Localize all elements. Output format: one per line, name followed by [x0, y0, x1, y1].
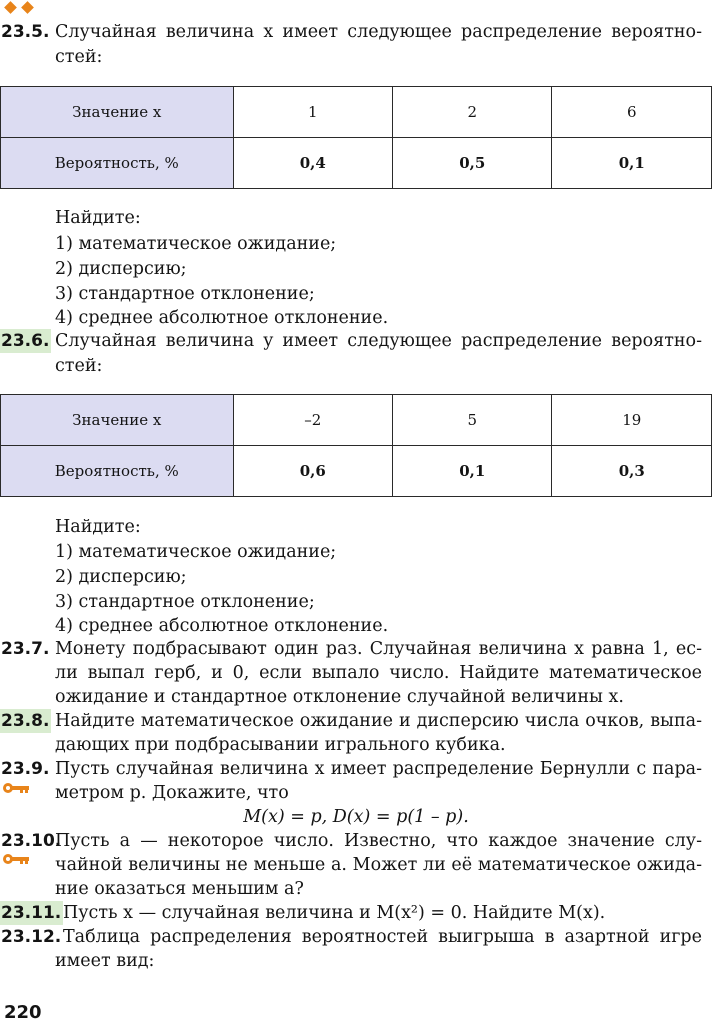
problem-text: Случайная величина x имеет следующее распределение вероятно-	[55, 22, 702, 42]
table-cell: –2	[233, 395, 392, 446]
problem-text: стей:	[55, 47, 103, 67]
table-cell: 0,1	[393, 446, 552, 497]
problem-text: Случайная величина y имеет следующее распределение вероятно-	[55, 331, 702, 351]
list-item: 3) стандартное отклонение;	[55, 592, 315, 612]
table-cell: 0,4	[233, 138, 392, 189]
problem-text: Пусть a — некоторое число. Известно, что каждое значение слу-	[55, 831, 702, 851]
problem-text: метром p. Докажите, что	[55, 783, 289, 803]
find-label: Найдите:	[55, 517, 141, 537]
problem-text: ли выпал герб, и 0, если выпало число. Найдите математическое	[55, 663, 702, 683]
table-cell: 19	[552, 395, 712, 446]
problem-number: 23.6.	[1, 331, 50, 351]
problem-number: 23.5.	[1, 22, 50, 42]
problem-number: 23.7.	[1, 639, 50, 659]
list-item: 1) математическое ожидание;	[55, 234, 337, 254]
table-header-probability: Вероятность, %	[1, 138, 234, 189]
problem-text: Таблица распределения вероятностей выигрыша в азартной игре	[63, 927, 702, 947]
diamond-icon	[4, 1, 17, 14]
table-header-probability: Вероятность, %	[1, 446, 234, 497]
list-item: 4) среднее абсолютное отклонение.	[55, 616, 389, 636]
formula: M(x) = p, D(x) = p(1 – p).	[243, 807, 469, 827]
decorative-diamonds	[2, 1, 42, 15]
problem-text: дающих при подбрасывании игрального кубика.	[55, 735, 506, 755]
table-cell: 0,1	[552, 138, 712, 189]
problem-text: Найдите математическое ожидание и дисперсию числа очков, выпа-	[55, 711, 702, 731]
problem-number: 23.11.	[1, 903, 62, 923]
table-header-value: Значение x	[1, 395, 234, 446]
page-number: 220	[4, 1002, 42, 1023]
key-icon	[2, 782, 30, 794]
problem-number: 23.10.	[1, 831, 62, 851]
problem-text: Пусть случайная величина x имеет распределение Бернулли с пара-	[55, 759, 702, 779]
list-item: 4) среднее абсолютное отклонение.	[55, 308, 389, 328]
problem-number: 23.12.	[1, 927, 62, 947]
table-cell: 1	[233, 87, 392, 138]
table-cell: 6	[552, 87, 712, 138]
problem-text: ние оказаться меньшим a?	[55, 879, 304, 899]
table-cell: 0,5	[393, 138, 552, 189]
list-item: 2) дисперсию;	[55, 567, 187, 587]
problem-number: 23.9.	[1, 759, 50, 779]
problem-text: чайной величины не меньше a. Может ли её математическое ожида-	[55, 855, 702, 875]
list-item: 1) математическое ожидание;	[55, 542, 337, 562]
list-item: 3) стандартное отклонение;	[55, 284, 315, 304]
distribution-table	[0, 86, 712, 189]
table-cell: 2	[393, 87, 552, 138]
table-cell: 5	[393, 395, 552, 446]
problem-text: Монету подбрасывают один раз. Случайная величина x равна 1, ес-	[55, 639, 702, 659]
problem-text: Пусть x — случайная величина и M(x²) = 0. Найдите M(x).	[63, 903, 606, 923]
table-cell: 0,3	[552, 446, 712, 497]
diamond-icon	[21, 1, 34, 14]
distribution-table	[0, 394, 712, 497]
table-cell: 0,6	[233, 446, 392, 497]
table-header-value: Значение x	[1, 87, 234, 138]
problem-text: ожидание и стандартное отклонение случайной величины x.	[55, 687, 624, 707]
problem-number: 23.8.	[1, 711, 50, 731]
list-item: 2) дисперсию;	[55, 259, 187, 279]
find-label: Найдите:	[55, 208, 141, 228]
problem-text: стей:	[55, 356, 103, 376]
key-icon	[2, 853, 30, 865]
problem-text: имеет вид:	[55, 951, 155, 971]
